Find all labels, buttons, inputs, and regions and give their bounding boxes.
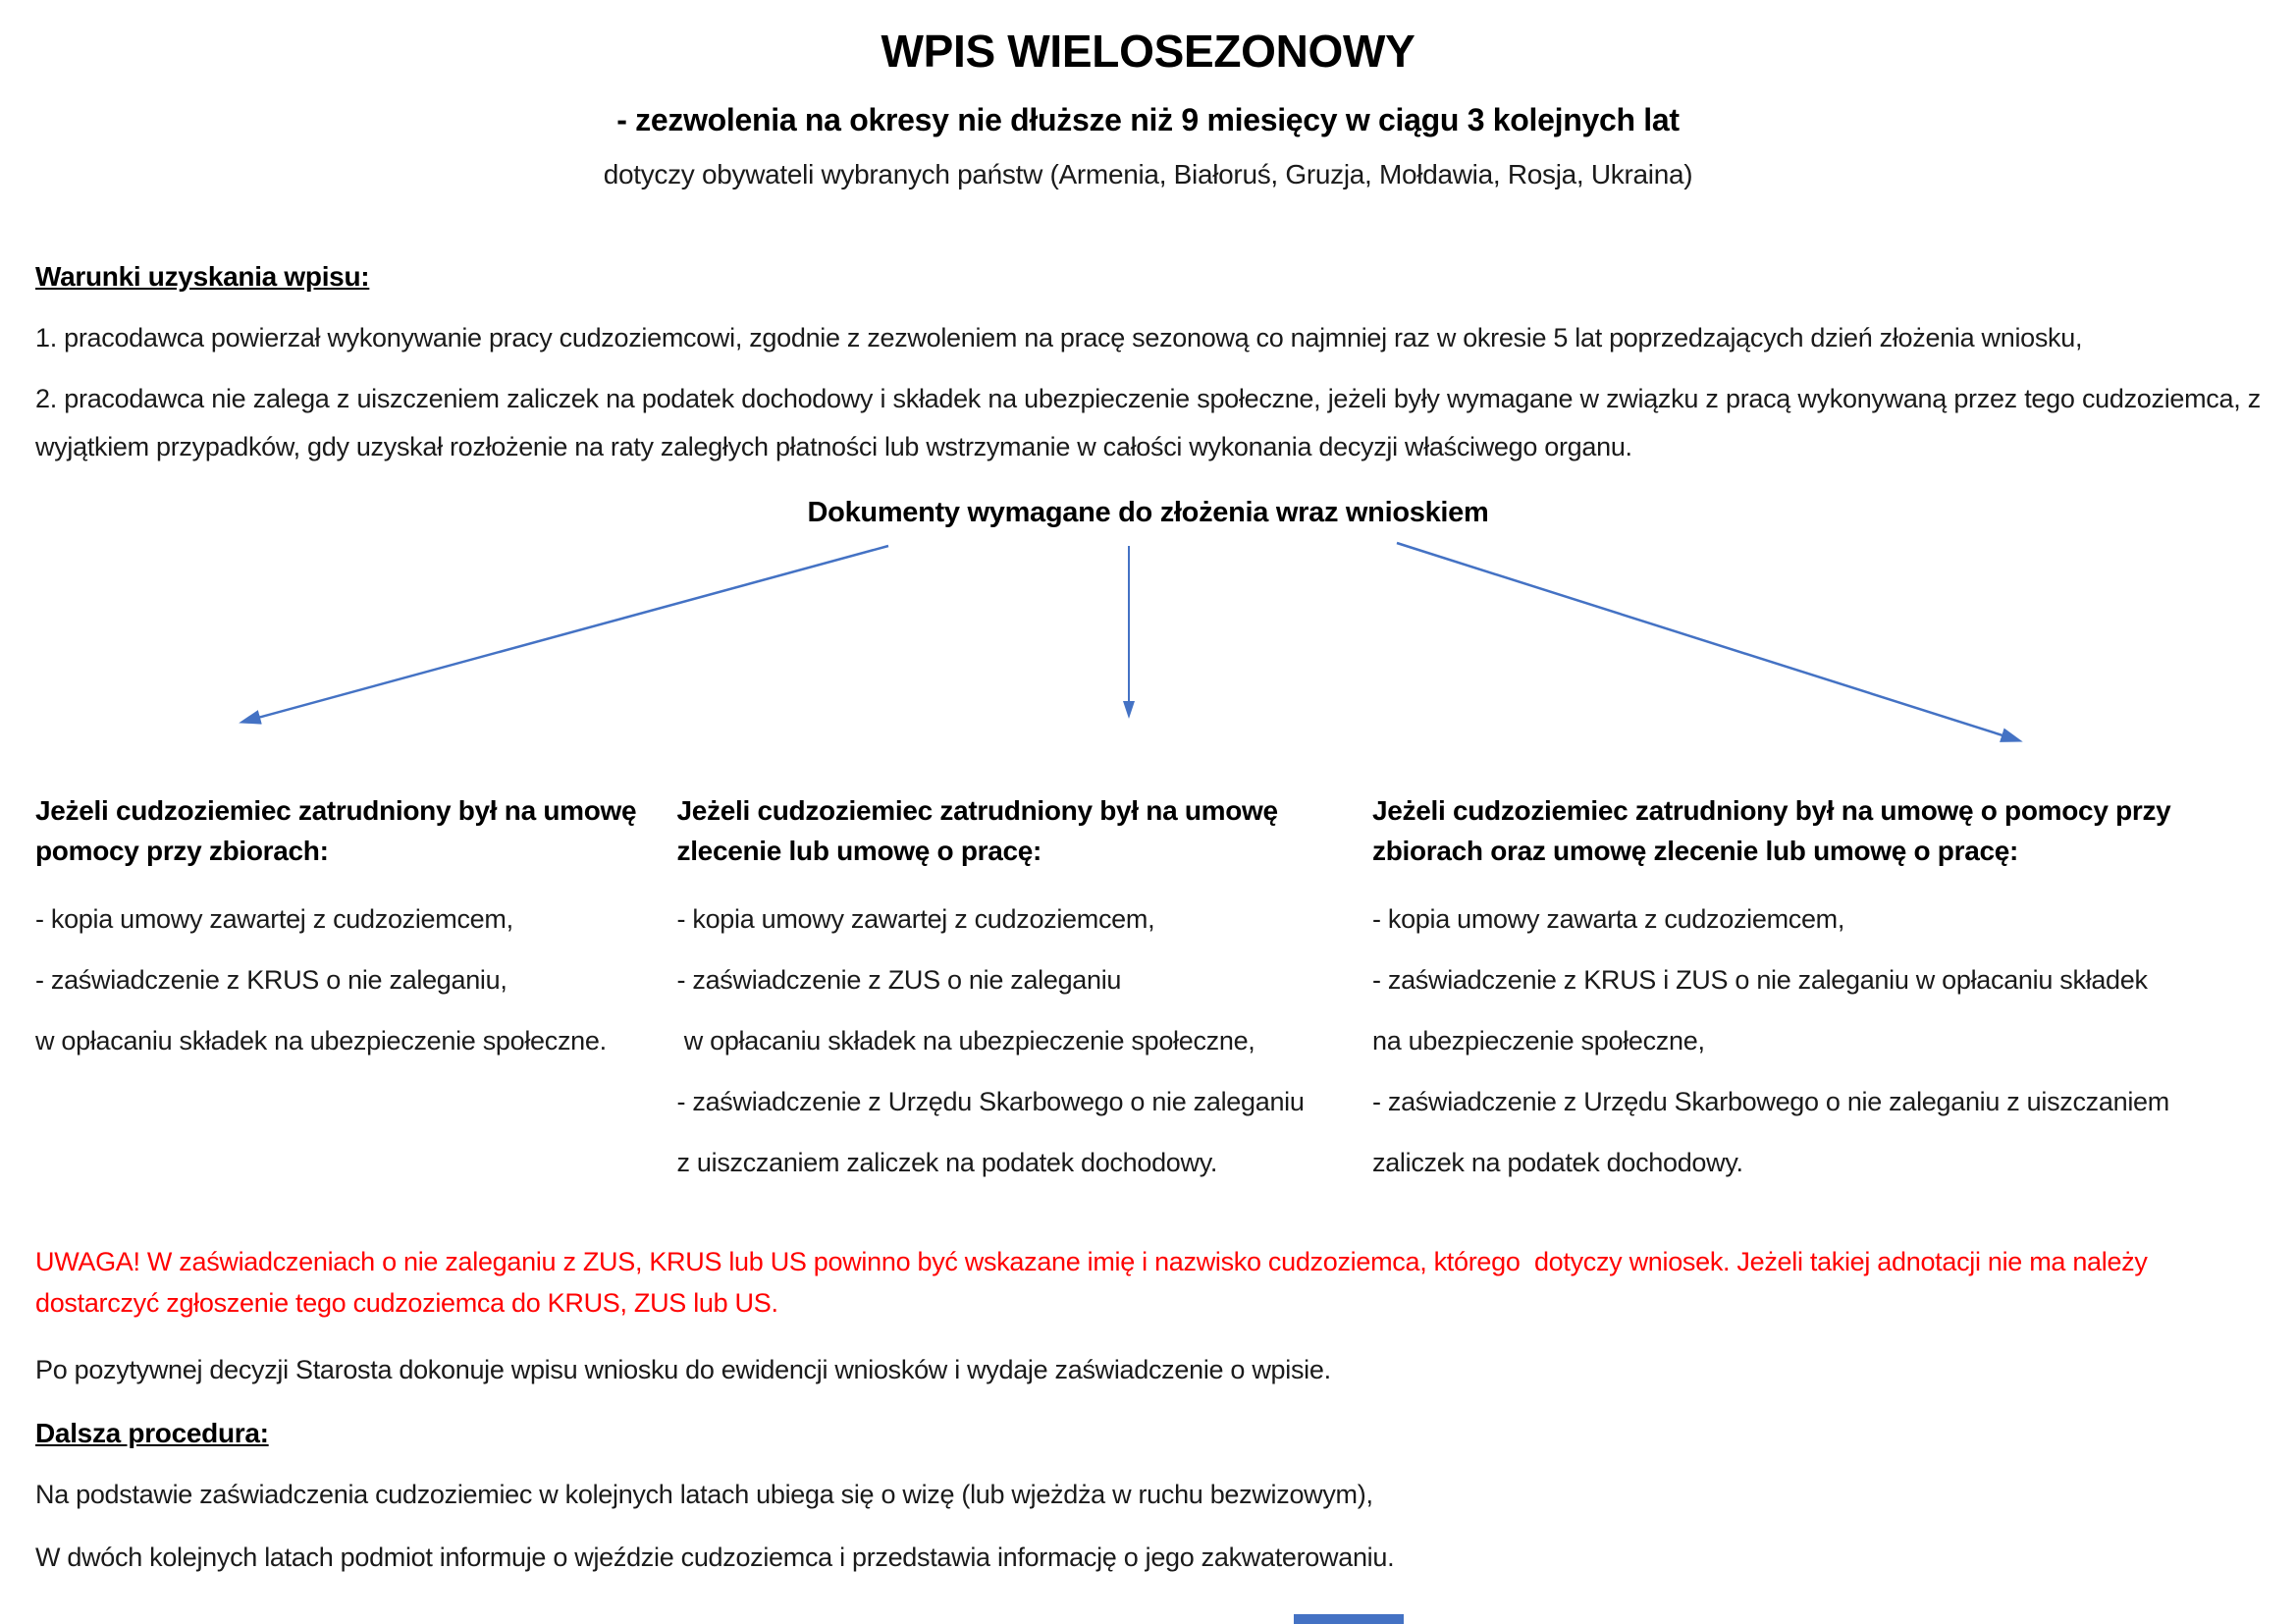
arrow-left-icon <box>243 546 888 722</box>
column-3-item: na ubezpieczenie społeczne, <box>1372 1026 1705 1056</box>
page-subtitle: - zezwolenia na okresy nie dłuższe niż 9 miesięcy w ciągu 3 kolejnych lat <box>616 101 1680 137</box>
column-1-item: - zaświadczenie z KRUS o nie zaleganiu, <box>35 965 507 996</box>
conditions-heading: Warunki uzyskania wpisu: <box>35 260 370 292</box>
warning-note: UWAGA! W zaświadczeniach o nie zaleganiu z ZUS, KRUS lub US powinno być wskazane imię i nazwisko cudzoziemca, którego dotyczy wniosek. Jeżeli takiej adnotacji nie ma należy dostarczyć zgłoszenie tego cudzoziemca do KRUS, ZUS lub US. <box>35 1247 2155 1319</box>
arrow-right-icon <box>1397 543 2018 740</box>
column-3-item: - kopia umowy zawarta z cudzoziemcem, <box>1372 904 1845 935</box>
condition-2: 2. pracodawca nie zalega z uiszczeniem zaliczek na podatek dochodowy i składek na ubezpieczenie społeczne, jeżeli były wymagane w związku z pracą wykonywaną przez tego cudzoziemca, z wyjątkiem przypadków, gdy uzyskał rozłożenie na raty zaległych płatności lub wstrzymanie w całości wykonania decyzji właściwego organu. <box>35 384 2261 461</box>
column-2-item: w opłacaniu składek na ubezpieczenie społeczne, <box>676 1026 1255 1056</box>
column-2-item: - kopia umowy zawartej z cudzoziemcem, <box>676 904 1155 935</box>
column-1-item: w opłacaniu składek na ubezpieczenie społeczne. <box>35 1026 607 1056</box>
column-2-item: - zaświadczenie z Urzędu Skarbowego o nie zaleganiu <box>676 1087 1305 1117</box>
column-3-item: - zaświadczenie z KRUS i ZUS o nie zaleganiu w opłacaniu składek <box>1372 965 2148 996</box>
column-2-item: - zaświadczenie z ZUS o nie zaleganiu <box>676 965 1122 996</box>
column-2-header: Jeżeli cudzoziemiec zatrudniony był na umowę zlecenie lub umowę o pracę: <box>676 795 1278 866</box>
documents-heading: Dokumenty wymagane do złożenia wraz wnioskiem <box>807 497 1489 529</box>
condition-1: 1. pracodawca powierzał wykonywanie pracy cudzoziemcowi, zgodnie z zezwoleniem na pracę sezonową co najmniej raz w okresie 5 lat poprzedzających dzień złożenia wniosku, <box>35 323 2083 353</box>
column-1-header: Jeżeli cudzoziemiec zatrudniony był na umowę pomocy przy zbiorach: <box>35 795 637 866</box>
column-umowa-zlecenie-lub-praca <box>677 791 1364 1209</box>
column-3-item: zaliczek na podatek dochodowy. <box>1372 1148 1743 1178</box>
decision-note: Po pozytywnej decyzji Starosta dokonuje wpisu wniosku do ewidencji wniosków i wydaje zaświadczenie o wpisie. <box>35 1355 1331 1385</box>
procedure-heading: Dalsza procedura: <box>35 1417 269 1448</box>
procedure-step-2: W dwóch kolejnych latach podmiot informuje o wjeździe cudzoziemca i przedstawia informację o jego zakwaterowaniu. <box>35 1543 1395 1573</box>
branch-arrows-diagram <box>35 536 2261 762</box>
procedure-step-1: Na podstawie zaświadczenia cudzoziemiec w kolejnych latach ubiega się o wizę (lub wjeżdża w ruchu bezwizowym), <box>35 1480 1373 1510</box>
column-umowa-mieszana <box>1372 791 2261 1209</box>
document-columns <box>35 791 2261 1209</box>
blue-shape-fragment <box>1294 1614 1404 1624</box>
column-1-item: - kopia umowy zawartej z cudzoziemcem, <box>35 904 513 935</box>
column-3-item: - zaświadczenie z Urzędu Skarbowego o nie zaleganiu z uiszczaniem <box>1372 1087 2169 1117</box>
column-3-header: Jeżeli cudzoziemiec zatrudniony był na umowę o pomocy przy zbiorach oraz umowę zlecenie lub umowę o pracę: <box>1372 795 2171 866</box>
column-umowa-pomocy-przy-zbiorach <box>35 791 668 1209</box>
page-title: WPIS WIELOSEZONOWY <box>881 26 1415 77</box>
countries-note: dotyczy obywateli wybranych państw (Armenia, Białoruś, Gruzja, Mołdawia, Rosja, Ukraina) <box>603 159 1693 190</box>
column-2-item: z uiszczaniem zaliczek na podatek dochodowy. <box>676 1148 1218 1178</box>
